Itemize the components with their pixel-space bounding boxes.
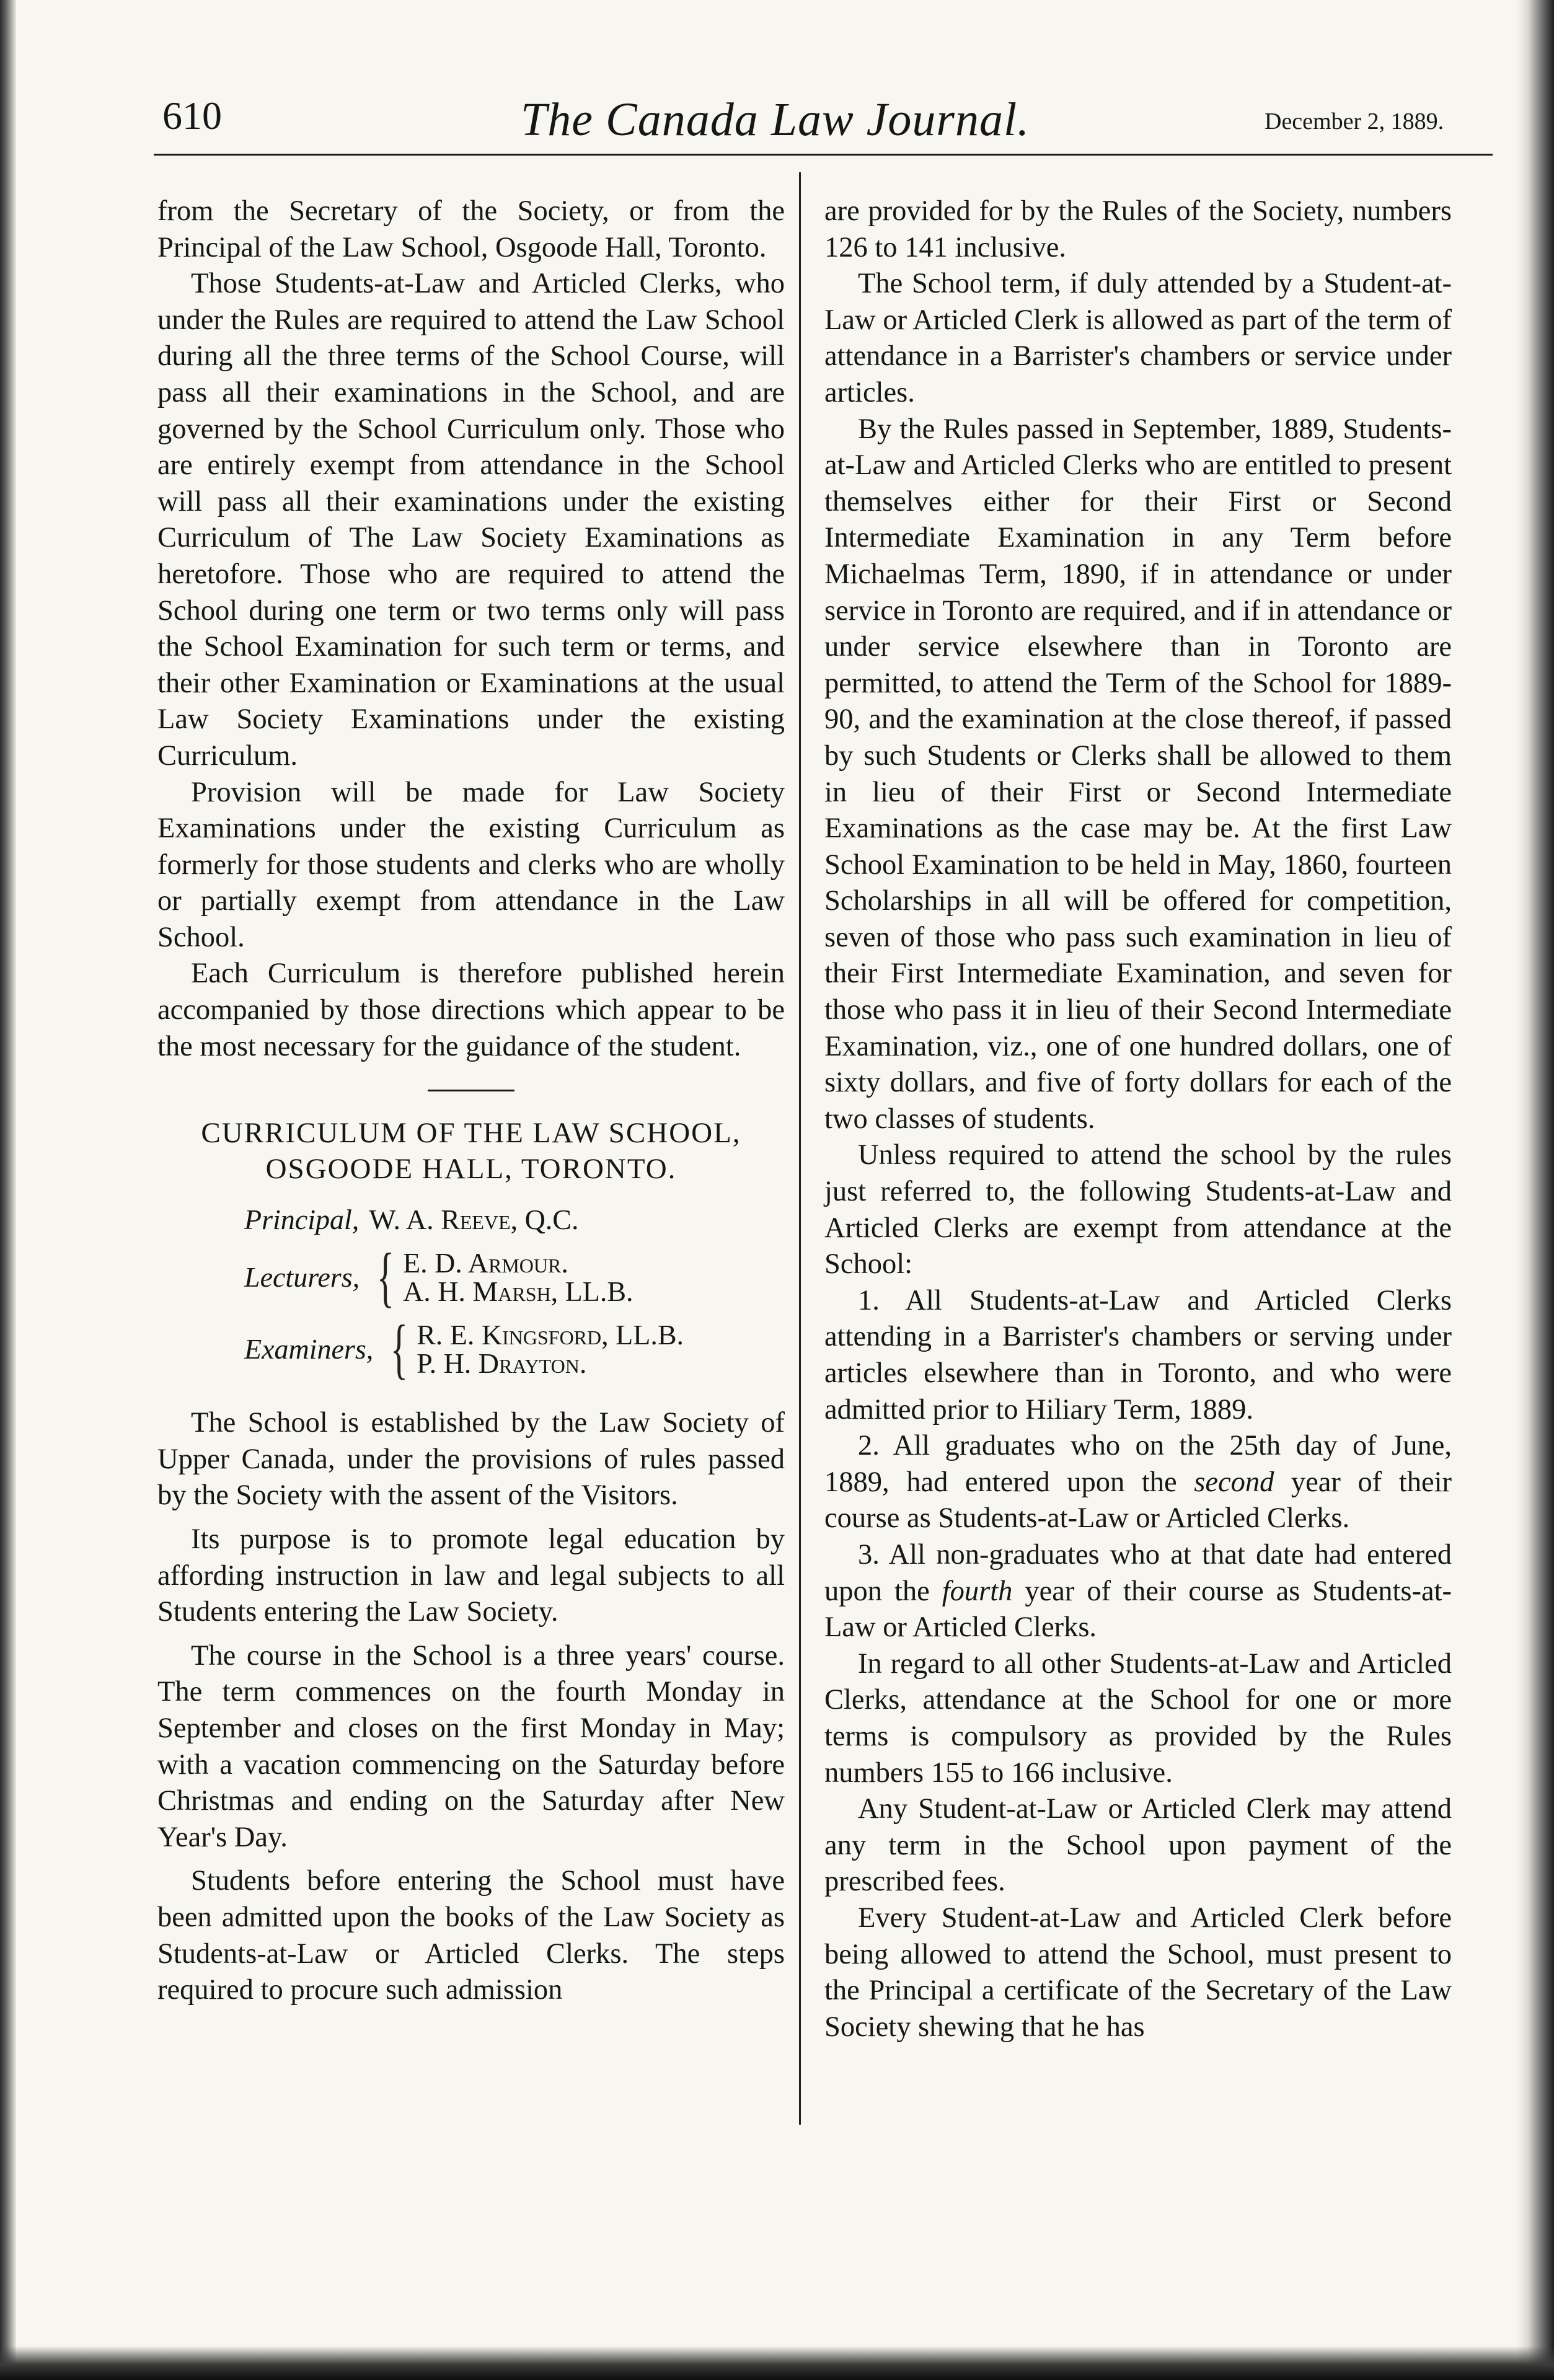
section-title-line: CURRICULUM OF THE LAW SCHOOL, (201, 1117, 741, 1150)
column-divider (799, 172, 801, 2125)
paragraph: The School term, if duly attended by a Student-at-Law or Articled Clerk is allowed as part of the term of attendance in a Barrister's chambers or service under articles. (824, 268, 1452, 408)
list-item (824, 1537, 1452, 1646)
paragraph: Those Students-at-Law and Articled Clerks, who under the Rules are required to attend the Law School during all the three terms of the School Course, will pass all their examinations in the School, and are governed by the School Curriculum only. Those who are entirely exempt from attendance in the School will pass all their examinations under the existing Curriculum of The Law Society Examinations as heretofore. Those who are required to attend the School during one term or two terms only will pass the School Examination for such term or terms, and their other Examination or Examinations at the usual Law Society Examinations under the existing Curriculum. (157, 268, 785, 772)
issue-date: December 2, 1889. (1265, 108, 1444, 134)
examiners-row (244, 1312, 785, 1386)
examiners-label: Examiners, (244, 1333, 374, 1365)
journal-title: The Canada Law Journal. (521, 94, 1030, 146)
paragraph: Every Student-at-Law and Articled Clerk before being allowed to attend the School, must present to the Principal a certificate of the Secretary of the Law Society shewing that he has (824, 1902, 1452, 2043)
paragraph: Its purpose is to promote legal education by affording instruction in law and legal subjects to all Students entering the Law Society. (157, 1523, 785, 1628)
section-title-line: OSGOODE HALL, TORONTO. (265, 1153, 677, 1186)
scan-right-edge (1517, 0, 1554, 2380)
paragraph: Provision will be made for Law Society Examinations under the existing Curriculum as formerly for those students and clerks who are wholly or partially exempt from attendance in the Law School. (157, 776, 785, 953)
paragraph: By the Rules passed in September, 1889, Students-at-Law and Articled Clerks who are entitled to present themselves either for their First or Second Intermediate Examination in any Term before Michaelmas Term, 1890, if in attendance or under service in Toronto are required, and if in attendance or under service elsewhere than in Toronto are permitted, to attend the Term of the School for 1889-90, and the examination at the close thereof, if passed by such Students or Clerks shall be allowed to them in lieu of their First or Second Intermediate Examinations as the case may be. At the first Law School Examination to be held in May, 1860, fourteen Scholarships in all will be offered for competition, seven of those who pass such examination in lieu of their First Intermediate Examination, and seven for those who pass it in lieu of their Second Intermediate Examination, viz., one of one hundred dollars, one of sixty dollars, and five of forty dollars for each of the two classes of students. (824, 413, 1452, 1135)
scan-bottom-edge (0, 2346, 1554, 2380)
examiner-names (417, 1321, 684, 1378)
paragraph: In regard to all other Students-at-Law and Articled Clerks, attendance at the School for one or more terms is compulsory as provided by the Rules numbers 155 to 166 inclusive. (824, 1647, 1452, 1789)
right-column (824, 193, 1452, 2045)
lecturer-name: A. H. Marsh, LL.B. (402, 1276, 634, 1308)
emphasis: fourth (942, 1575, 1013, 1607)
examiner-name: R. E. Kingsford, LL.B. (417, 1319, 684, 1351)
paragraph: from the Secretary of the Society, or from the Principal of the Law School, Osgoode Hall, Toronto. (157, 195, 785, 263)
brace-glyph: { (376, 1240, 395, 1315)
paragraph: are provided for by the Rules of the Society, numbers 126 to 141 inclusive. (824, 195, 1452, 263)
text-run: year of their course as Students-at-Law or Articled Clerks. (824, 1466, 1452, 1535)
emphasis: second (1194, 1466, 1274, 1498)
lecturers-row (244, 1240, 785, 1315)
principal-label: Principal, (244, 1204, 360, 1236)
section-divider (428, 1090, 514, 1091)
text-run: 3. All non-graduates who at that date had entered upon the (824, 1538, 1452, 1607)
list-item: 1. All Students-at-Law and Articled Clerks attending in a Barrister's chambers or serving under articles elsewhere than in Toronto, and who were admitted prior to Hiliary Term, 1889. (824, 1284, 1452, 1426)
paragraph: Any Student-at-Law or Articled Clerk may attend any term in the School upon payment of the prescribed fees. (824, 1793, 1452, 1898)
paragraph: Each Curriculum is therefore published herein accompanied by those directions which appear to be the most necessary for the guidance of the student. (157, 958, 785, 1062)
principal-name: W. A. Reeve, Q.C. (369, 1204, 579, 1236)
lecturer-name: E. D. Armour. (402, 1247, 568, 1279)
left-column (157, 193, 785, 2009)
principal-row (244, 1203, 785, 1236)
paragraph: The School is established by the Law Society of Upper Canada, under the provisions of rules passed by the Society with the assent of the Visitors. (157, 1407, 785, 1512)
page-number: 610 (162, 94, 222, 138)
text-run: year of their course as Students-at-Law or Articled Clerks. (824, 1575, 1452, 1644)
staff-list (244, 1203, 785, 1386)
section-title (157, 1115, 785, 1187)
lecturer-names (403, 1249, 634, 1306)
scan-left-edge (0, 0, 16, 2380)
running-header (0, 93, 1554, 149)
paragraph: Unless required to attend the school by the rules just referred to, the following Students-at-Law and Articled Clerks are exempt from attendance at the School: (824, 1139, 1452, 1280)
list-item (824, 1428, 1452, 1537)
examiner-name: P. H. Drayton. (417, 1347, 587, 1380)
header-rule (154, 154, 1493, 156)
lecturers-label: Lecturers, (244, 1261, 360, 1294)
paragraph: Students before entering the School must have been admitted upon the books of the Law Society as Students-at-Law or Articled Clerks. The steps required to procure such admission (157, 1865, 785, 2006)
brace-glyph: { (390, 1312, 408, 1386)
paragraph: The course in the School is a three years' course. The term commences on the fourth Monday in September and closes on the first Monday in May; with a vacation commencing on the Saturday before Christmas and ending on the Saturday after New Year's Day. (157, 1639, 785, 1853)
text-run: 2. All graduates who on the 25th day of June, 1889, had entered upon the (824, 1430, 1452, 1498)
